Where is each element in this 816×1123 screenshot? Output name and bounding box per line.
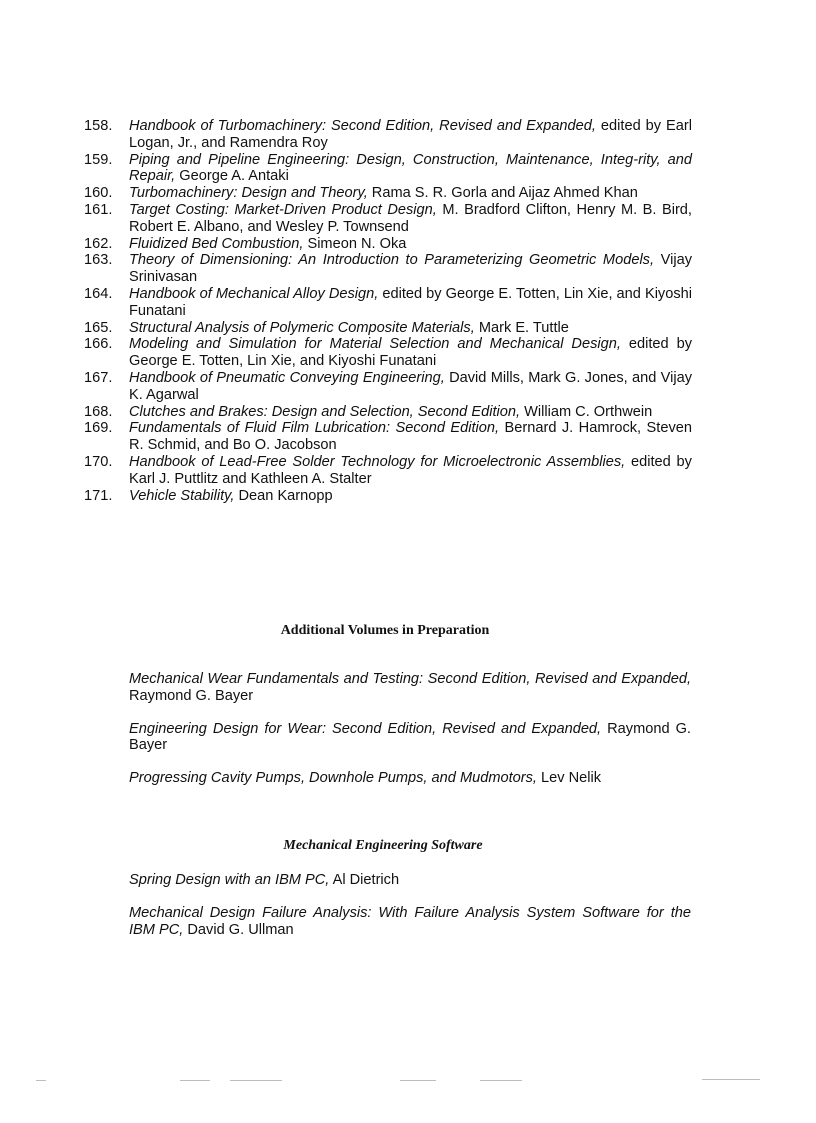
list-item xyxy=(84,185,692,202)
volume-title: Vehicle Stability, xyxy=(129,487,235,504)
volume-authors: edited by Earl Logan, Jr., and Ramendra Roy xyxy=(129,118,692,151)
list-item xyxy=(129,872,691,889)
volume-authors: David Mills, Mark G. Jones, and Vijay K. Agarwal xyxy=(129,369,692,403)
volume-authors: M. Bradford Clifton, Henry M. B. Bird, Robert E. Albano, and Wesley P. Townsend xyxy=(129,201,692,235)
volume-number: 165. xyxy=(84,319,113,336)
scan-artifact xyxy=(400,1080,436,1081)
volume-title: Turbomachinery: Design and Theory, xyxy=(129,185,368,202)
volume-entry xyxy=(129,185,692,202)
volume-title: Target Costing: Market-Driven Product Design, xyxy=(129,201,437,218)
scan-artifact xyxy=(230,1080,282,1081)
volume-authors: William C. Orthwein xyxy=(520,403,653,420)
volume-title: Handbook of Mechanical Alloy Design, xyxy=(129,285,379,302)
volume-entry xyxy=(129,488,692,505)
volume-number: 168. xyxy=(84,403,113,420)
volume-number: 158. xyxy=(84,118,113,134)
volume-entry xyxy=(129,336,692,370)
volume-entry xyxy=(129,420,692,454)
list-item xyxy=(84,488,692,505)
volume-authors: Simeon N. Oka xyxy=(303,235,407,252)
volume-number: 159. xyxy=(84,151,113,168)
volume-authors: Mark E. Tuttle xyxy=(474,319,569,336)
volume-authors: Dean Karnopp xyxy=(234,487,333,504)
scan-artifact xyxy=(36,1080,46,1081)
volume-title: Piping and Pipeline Engineering: Design, Construction, Maintenance, Integ-rity, and Repair, xyxy=(129,151,692,185)
list-item xyxy=(84,236,692,253)
volume-authors: Raymond G. Bayer xyxy=(129,720,691,754)
volume-number: 171. xyxy=(84,487,113,504)
volume-number: 164. xyxy=(84,285,113,302)
volume-authors: Lev Nelik xyxy=(537,770,602,787)
software-list xyxy=(129,872,691,954)
volume-number: 161. xyxy=(84,201,113,218)
volume-title: Engineering Design for Wear: Second Edition, Revised and Expanded, xyxy=(129,720,602,737)
software-author: Al Dietrich xyxy=(329,872,400,888)
list-item xyxy=(84,118,692,152)
list-item xyxy=(129,905,691,939)
volume-entry xyxy=(129,454,692,488)
volume-authors: Rama S. R. Gorla and Aijaz Ahmed Khan xyxy=(367,185,638,202)
volume-authors: Bernard J. Hamrock, Steven R. Schmid, and Bo O. Jacobson xyxy=(129,420,692,454)
volume-entry xyxy=(129,252,692,286)
volume-title: Mechanical Wear Fundamentals and Testing: Second Edition, Revised and Expanded, xyxy=(129,671,691,687)
volume-number: 163. xyxy=(84,252,113,269)
software-author: David G. Ullman xyxy=(183,921,294,938)
volume-entry xyxy=(129,236,692,253)
volume-number: 169. xyxy=(84,420,113,437)
list-item xyxy=(84,420,692,454)
volume-authors: edited by George E. Totten, Lin Xie, and Kiyoshi Funatani xyxy=(129,285,693,319)
volume-title: Clutches and Brakes: Design and Selection, Second Edition, xyxy=(129,403,521,420)
list-item xyxy=(84,336,692,370)
list-item xyxy=(129,671,691,705)
scan-artifact xyxy=(480,1080,522,1081)
additional-volumes-heading: Additional Volumes in Preparation xyxy=(280,623,490,638)
scan-artifact xyxy=(702,1079,760,1080)
volume-number: 166. xyxy=(84,336,113,353)
list-item xyxy=(84,370,692,404)
volume-number: 160. xyxy=(84,185,113,202)
volume-title: Handbook of Lead-Free Solder Technology for Microelectronic Assemblies, xyxy=(129,453,626,470)
volume-authors: edited by George E. Totten, Lin Xie, and Kiyoshi Funatani xyxy=(129,336,692,370)
list-item xyxy=(84,202,692,236)
list-item xyxy=(84,286,692,320)
volume-authors: George A. Antaki xyxy=(175,168,289,185)
volume-title: Handbook of Pneumatic Conveying Engineering, xyxy=(129,369,445,386)
volume-title: Modeling and Simulation for Material Selection and Mechanical Design, xyxy=(129,336,621,353)
scan-artifact xyxy=(180,1080,210,1081)
volume-number: 170. xyxy=(84,453,113,470)
list-item xyxy=(84,152,692,186)
software-title: Spring Design with an IBM PC, xyxy=(129,872,330,888)
volume-title: Theory of Dimensioning: An Introduction to Parameterizing Geometric Models, xyxy=(129,252,655,269)
volume-title: Handbook of Turbomachinery: Second Edition, Revised and Expanded, xyxy=(129,118,596,134)
additional-volumes-list xyxy=(129,671,691,803)
volume-authors: Raymond G. Bayer xyxy=(129,687,254,704)
volume-authors: Vijay Srinivasan xyxy=(129,252,692,286)
series-volume-list xyxy=(84,118,692,504)
volume-title: Fundamentals of Fluid Film Lubrication: Second Edition, xyxy=(129,420,500,437)
volume-title: Structural Analysis of Polymeric Composite Materials, xyxy=(129,319,475,336)
volume-entry xyxy=(129,370,692,404)
volume-number: 162. xyxy=(84,235,113,252)
volume-entry xyxy=(129,202,692,236)
volume-title: Progressing Cavity Pumps, Downhole Pumps, and Mudmotors, xyxy=(129,770,537,787)
volume-title: Fluidized Bed Combustion, xyxy=(129,235,304,252)
software-heading: Mechanical Engineering Software xyxy=(283,838,483,853)
volume-entry xyxy=(129,118,692,152)
software-title: Mechanical Design Failure Analysis: With Failure Analysis System Software for the IBM PC, xyxy=(129,904,691,938)
volume-entry xyxy=(129,152,692,186)
volume-authors: edited by Karl J. Puttlitz and Kathleen A. Stalter xyxy=(129,453,692,487)
list-item xyxy=(84,404,692,421)
list-item xyxy=(129,770,691,787)
volume-number: 167. xyxy=(84,369,113,386)
volume-entry xyxy=(129,286,692,320)
list-item xyxy=(84,252,692,286)
volume-entry xyxy=(129,404,692,421)
volume-entry xyxy=(129,320,692,337)
list-item xyxy=(84,320,692,337)
list-item xyxy=(129,721,691,755)
list-item xyxy=(84,454,692,488)
